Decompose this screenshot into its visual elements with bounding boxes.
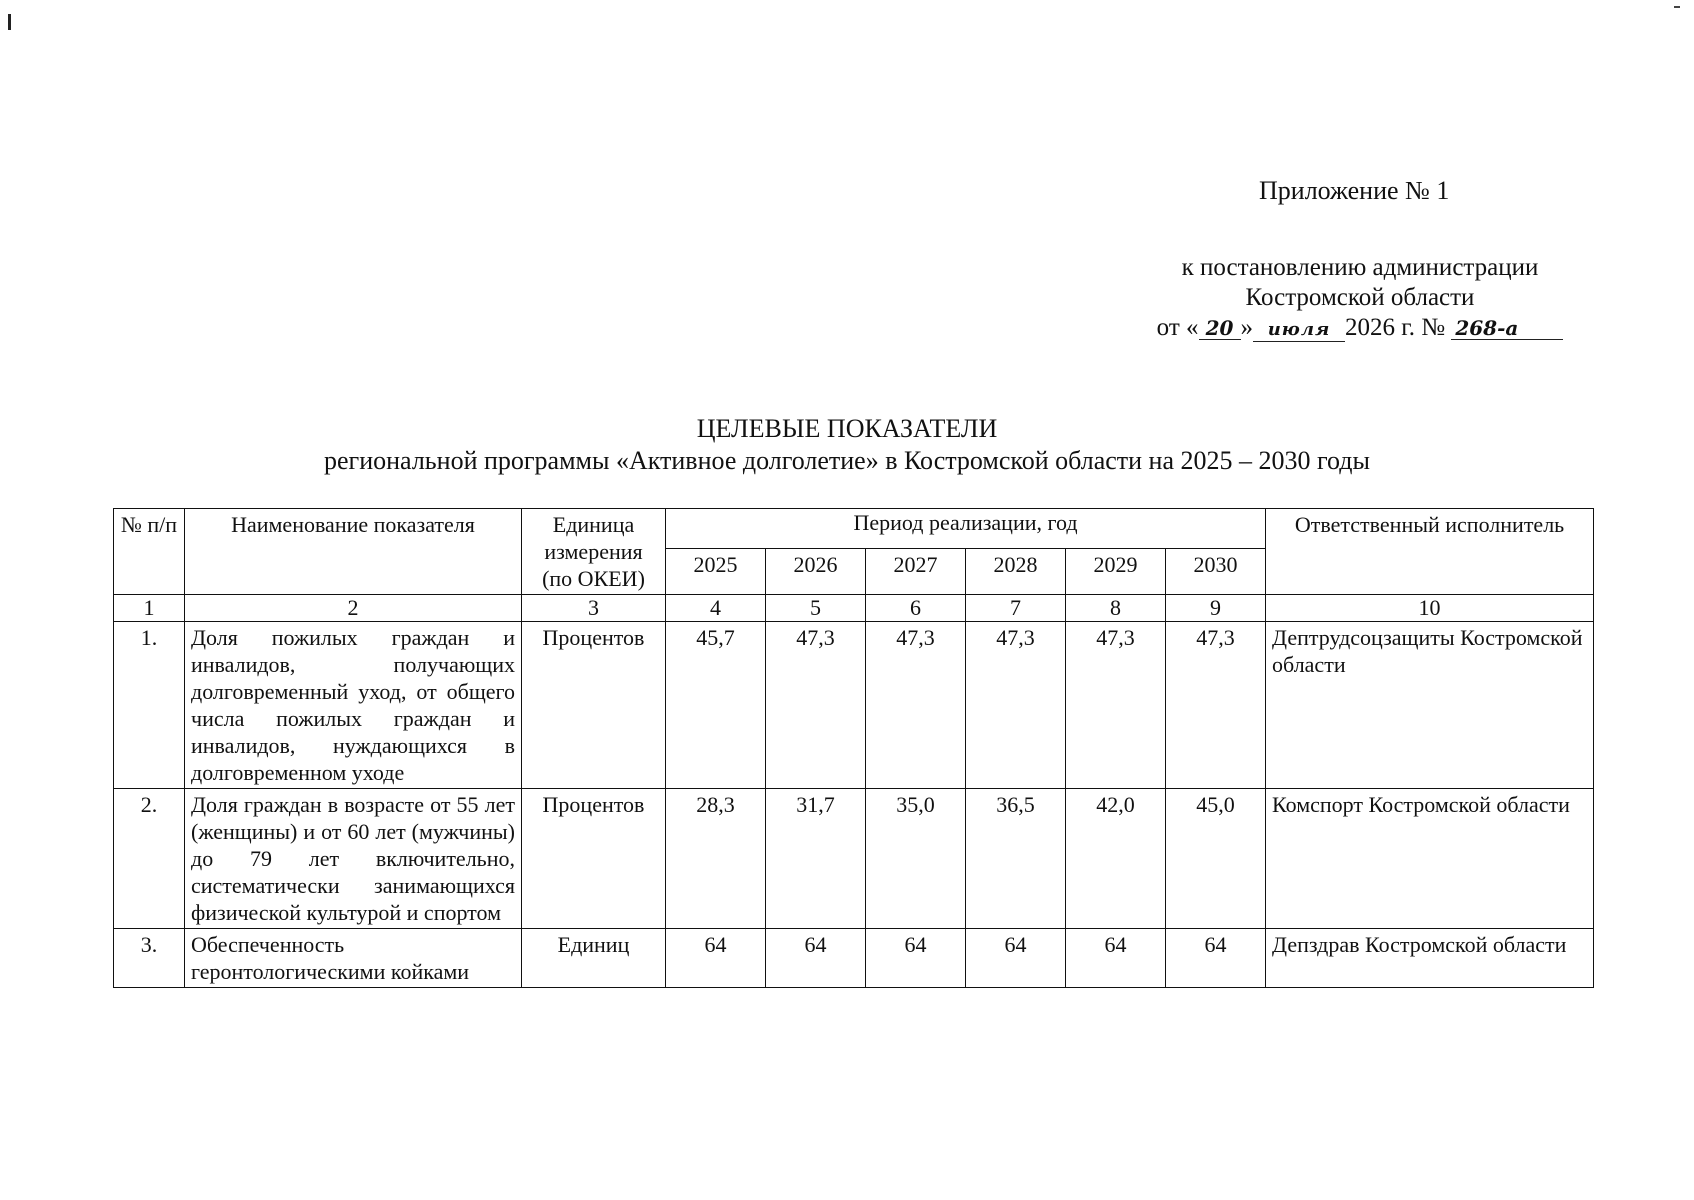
- header-num: № п/п: [114, 509, 185, 595]
- row-value-2027: 35,0: [866, 789, 966, 929]
- row-value-2030: 64: [1166, 929, 1266, 988]
- row-unit: Процентов: [522, 789, 666, 929]
- header-period: Период реализации, год: [666, 509, 1266, 549]
- row-responsible: Депздрав Костромской области: [1266, 929, 1594, 988]
- row-value-2027: 64: [866, 929, 966, 988]
- column-index: 10: [1266, 595, 1594, 622]
- header-year: 2030: [1166, 549, 1266, 595]
- decree-year: 2026 г. №: [1345, 314, 1446, 341]
- decree-line-2: Костромской области: [1245, 284, 1475, 311]
- column-index: 9: [1166, 595, 1266, 622]
- row-value-2025: 28,3: [666, 789, 766, 929]
- column-index: 2: [185, 595, 522, 622]
- header-year: 2027: [866, 549, 966, 595]
- table-row: [114, 789, 1594, 929]
- header-name: Наименование показателя: [185, 509, 522, 595]
- header-year: 2029: [1066, 549, 1166, 595]
- row-value-2028: 47,3: [966, 622, 1066, 789]
- decree-reference: [1130, 253, 1590, 343]
- indicators-table: [113, 508, 1594, 988]
- row-value-2028: 64: [966, 929, 1066, 988]
- row-indicator-name: Обеспеченность геронтологическими койками: [185, 929, 522, 988]
- row-unit: Процентов: [522, 622, 666, 789]
- row-value-2026: 31,7: [766, 789, 866, 929]
- scan-mark-left: [8, 14, 11, 30]
- annex-label: Приложение № 1: [1259, 176, 1450, 205]
- row-responsible: Комспорт Костромской области: [1266, 789, 1594, 929]
- row-unit: Единиц: [522, 929, 666, 988]
- header-year: 2025: [666, 549, 766, 595]
- column-index: 1: [114, 595, 185, 622]
- row-value-2025: 64: [666, 929, 766, 988]
- row-value-2029: 42,0: [1066, 789, 1166, 929]
- row-value-2025: 45,7: [666, 622, 766, 789]
- header-year: 2028: [966, 549, 1066, 595]
- decree-from: от «: [1156, 314, 1199, 341]
- row-value-2029: 64: [1066, 929, 1166, 988]
- row-responsible: Дептрудсоцзащиты Костромской области: [1266, 622, 1594, 789]
- row-num: 2.: [114, 789, 185, 929]
- table-row: [114, 622, 1594, 789]
- handwritten-day: 20: [1199, 317, 1241, 340]
- row-value-2029: 47,3: [1066, 622, 1166, 789]
- handwritten-number: 268-а: [1451, 317, 1563, 340]
- table-row: [114, 929, 1594, 988]
- scan-mark-right: [1674, 6, 1680, 8]
- document-title: ЦЕЛЕВЫЕ ПОКАЗАТЕЛИ: [696, 414, 998, 443]
- row-value-2026: 47,3: [766, 622, 866, 789]
- decree-close-quote: »: [1240, 314, 1254, 341]
- column-index: 7: [966, 595, 1066, 622]
- row-value-2028: 36,5: [966, 789, 1066, 929]
- row-num: 1.: [114, 622, 185, 789]
- row-value-2027: 47,3: [866, 622, 966, 789]
- column-index-row: [114, 595, 1594, 622]
- row-num: 3.: [114, 929, 185, 988]
- row-value-2026: 64: [766, 929, 866, 988]
- row-value-2030: 45,0: [1166, 789, 1266, 929]
- decree-date-line: [1130, 313, 1590, 343]
- document-subtitle: региональной программы «Активное долголетие» в Костромской области на 2025 – 2030 годы: [324, 446, 1370, 475]
- row-indicator-name: Доля пожилых граждан и инвалидов, получающих долговременный уход, от общего числа пожилых граждан и инвалидов, нуждающихся в долговременном уходе: [185, 622, 522, 789]
- row-indicator-name: Доля граждан в возрасте от 55 лет (женщины) и от 60 лет (мужчины) до 79 лет включительно, систематически занимающихся физической культурой и спортом: [185, 789, 522, 929]
- header-unit: Единица измерения (по ОКЕИ): [522, 509, 666, 595]
- column-index: 8: [1066, 595, 1166, 622]
- column-index: 5: [766, 595, 866, 622]
- column-index: 3: [522, 595, 666, 622]
- row-value-2030: 47,3: [1166, 622, 1266, 789]
- decree-line-1: к постановлению администрации: [1181, 254, 1539, 281]
- column-index: 4: [666, 595, 766, 622]
- handwritten-month: июля: [1253, 319, 1345, 342]
- header-row-1: [114, 509, 1594, 549]
- header-responsible: Ответственный исполнитель: [1266, 509, 1594, 595]
- column-index: 6: [866, 595, 966, 622]
- header-year: 2026: [766, 549, 866, 595]
